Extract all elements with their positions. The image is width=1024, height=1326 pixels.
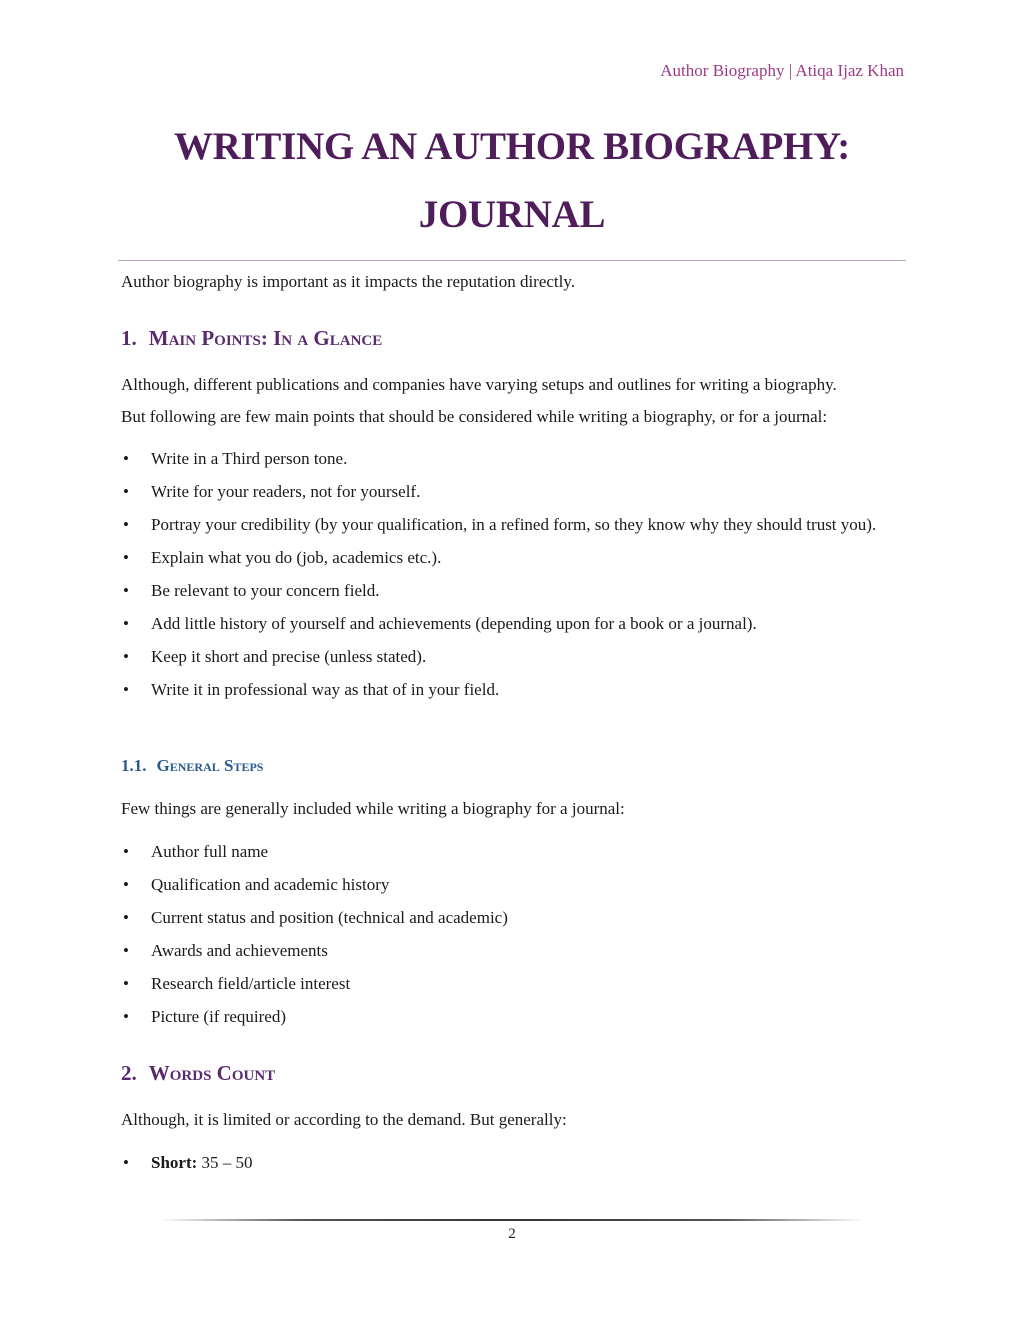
list-item-text: Portray your credibility (by your qualification, in a refined form, so they know why they should trust you). (151, 515, 877, 534)
list-item-text: Explain what you do (job, academics etc.). (151, 548, 442, 567)
section-1-number: 1. (121, 326, 137, 350)
word-count-label: Short: (151, 1153, 198, 1172)
list-item (121, 1147, 911, 1179)
section-1-paragraph-line1: Although, different publications and companies have varying setups and outlines for writing a biography. (121, 375, 837, 394)
list-item (121, 476, 911, 508)
section-1-paragraph (121, 369, 911, 433)
list-item-text: Add little history of yourself and achievements (depending upon for a book or a journal). (151, 614, 757, 633)
section-2-heading (121, 1061, 275, 1086)
bullet-icon: • (123, 482, 129, 501)
bullet-icon: • (123, 875, 129, 894)
bullet-icon: • (123, 974, 129, 993)
list-item (121, 641, 911, 673)
list-item-text: Current status and position (technical and academic) (151, 908, 508, 927)
page-number: 2 (508, 1226, 516, 1242)
bullet-icon: • (123, 1007, 129, 1026)
bullet-icon: • (123, 647, 129, 666)
section-1-1-title: General Steps (156, 756, 264, 775)
section-1-1-paragraph: Few things are generally included while writing a biography for a journal: (121, 799, 625, 818)
list-item-text: Picture (if required) (151, 1007, 286, 1026)
section-1-1-number: 1.1. (121, 756, 147, 775)
document-title-line1: WRITING AN AUTHOR BIOGRAPHY: (173, 125, 850, 168)
section-1-title: Main Points: In a Glance (148, 326, 383, 350)
section-1-bullet-list (121, 443, 911, 707)
list-item (121, 1001, 911, 1033)
list-item (121, 869, 911, 901)
section-1-1-bullet-list (121, 836, 911, 1034)
bullet-icon: • (123, 548, 129, 567)
section-2-bullet-list (121, 1147, 911, 1180)
section-2-title: Words Count (148, 1061, 276, 1085)
list-item-text: Awards and achievements (151, 941, 328, 960)
list-item (121, 509, 911, 541)
list-item-text: Write for your readers, not for yourself. (151, 482, 421, 501)
section-2-paragraph: Although, it is limited or according to the demand. But generally: (121, 1110, 567, 1129)
list-item-text: Author full name (151, 842, 269, 861)
bullet-icon: • (123, 449, 129, 468)
list-item-text: Qualification and academic history (151, 875, 390, 894)
section-1-paragraph-line2: But following are few main points that should be considered while writing a biography, or for a journal: (121, 407, 828, 426)
list-item-text: Research field/article interest (151, 974, 351, 993)
bullet-icon: • (123, 908, 129, 927)
list-item (121, 575, 911, 607)
list-item-text: Write it in professional way as that of in your field. (151, 680, 500, 699)
bullet-icon: • (123, 1153, 129, 1172)
bullet-icon: • (123, 581, 129, 600)
word-count-value: 35 – 50 (197, 1153, 253, 1172)
bullet-icon: • (123, 680, 129, 699)
title-divider (118, 260, 906, 261)
bullet-icon: • (123, 614, 129, 633)
list-item (121, 935, 911, 967)
section-1-1-heading (121, 756, 263, 776)
list-item-text: Write in a Third person tone. (151, 449, 348, 468)
section-2-number: 2. (121, 1061, 137, 1085)
bullet-icon: • (123, 842, 129, 861)
list-item-text: Be relevant to your concern field. (151, 581, 380, 600)
running-head: Author Biography | Atiqa Ijaz Khan (660, 61, 904, 80)
list-item (121, 674, 911, 706)
footer-divider (160, 1219, 864, 1221)
list-item (121, 443, 911, 475)
document-title-line2: JOURNAL (418, 193, 606, 236)
list-item (121, 542, 911, 574)
list-item (121, 608, 911, 640)
list-item (121, 836, 911, 868)
list-item-text: Keep it short and precise (unless stated). (151, 647, 427, 666)
list-item (121, 968, 911, 1000)
list-item (121, 902, 911, 934)
section-1-heading (121, 326, 382, 351)
intro-paragraph: Author biography is important as it impacts the reputation directly. (121, 272, 576, 291)
bullet-icon: • (123, 515, 129, 534)
bullet-icon: • (123, 941, 129, 960)
